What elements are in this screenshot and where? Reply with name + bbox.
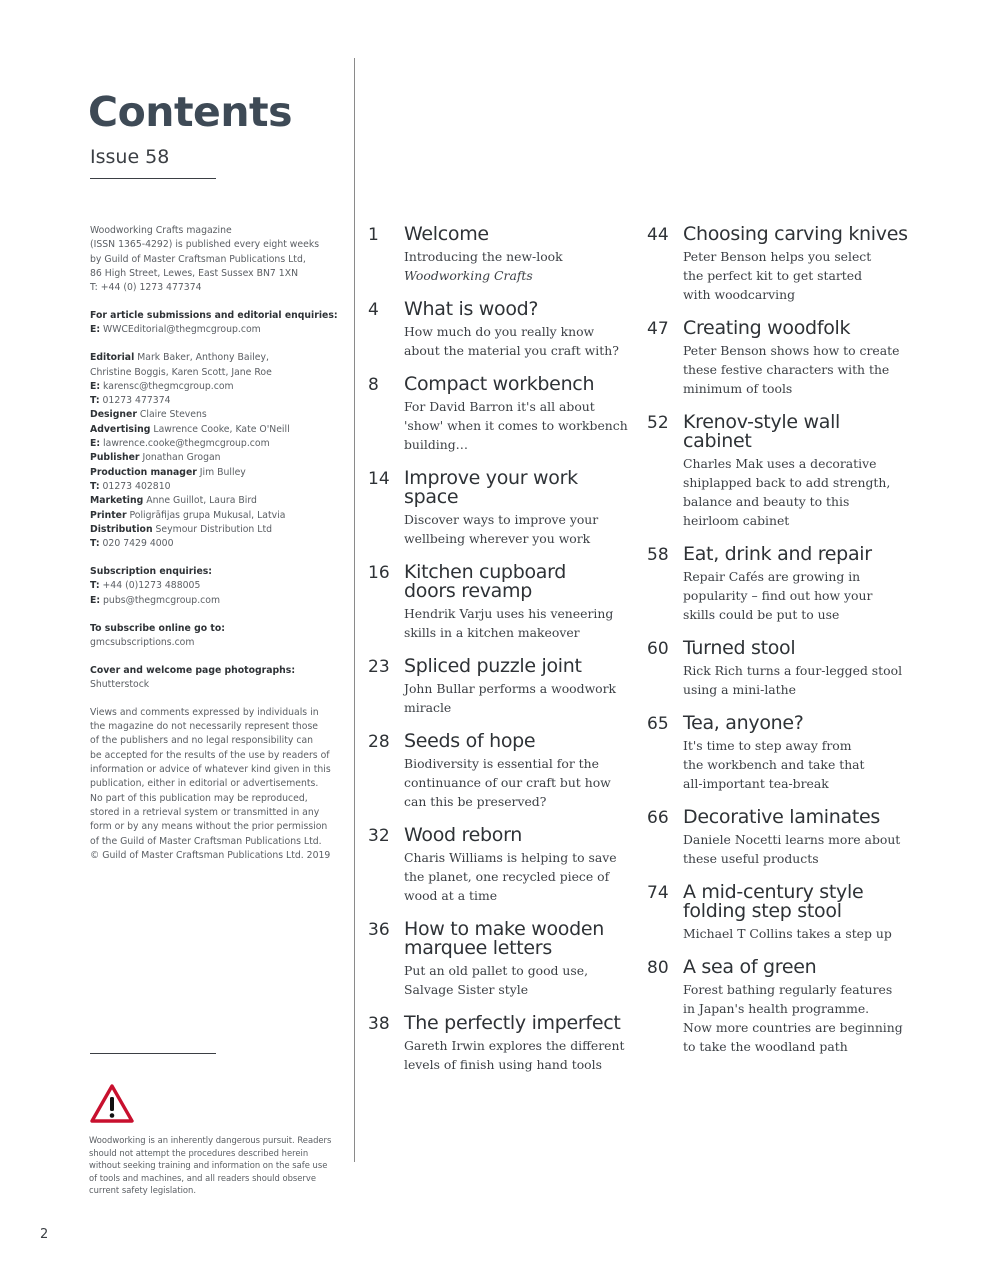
masthead-label: For article submissions and editorial enquiries: xyxy=(90,310,338,322)
masthead-label: Advertising xyxy=(90,423,151,435)
masthead-label: T: xyxy=(90,580,100,592)
masthead-line: the magazine do not necessarily represent those xyxy=(90,721,319,733)
entry-description: Discover ways to improve your wellbeing wherever you work xyxy=(404,512,599,546)
entry-description: Daniele Nocetti learns more about these useful products xyxy=(683,832,901,866)
masthead-line: T: +44 (0)1273 488005 xyxy=(90,580,201,592)
contents-entry[interactable] xyxy=(368,824,628,905)
masthead-label: To subscribe online go to: xyxy=(90,622,225,634)
masthead-label: Cover and welcome page photographs: xyxy=(90,664,296,676)
masthead-label: T: xyxy=(90,538,100,550)
masthead-line: gmcsubscriptions.com xyxy=(90,636,195,648)
entry-page-number: 58 xyxy=(647,545,669,565)
entry-description: Put an old pallet to good use, Salvage Sister style xyxy=(404,963,589,997)
masthead-line xyxy=(90,664,334,678)
masthead-line: 86 High Street, Lewes, East Sussex BN7 1XN xyxy=(90,267,299,279)
masthead-label: Publisher xyxy=(90,452,140,464)
contents-entry[interactable] xyxy=(368,1012,628,1074)
title-rule xyxy=(90,178,216,179)
masthead-line: stored in a retrieval system or transmitted in any xyxy=(90,806,320,818)
entry-title: What is wood? xyxy=(404,298,539,320)
masthead-line: Production manager Jim Bulley xyxy=(90,466,246,478)
masthead-label: Printer xyxy=(90,509,127,521)
masthead-line: E: karensc@thegmcgroup.com xyxy=(90,380,234,392)
entry-page-number: 32 xyxy=(368,826,390,846)
entry-title: Eat, drink and repair xyxy=(683,543,872,565)
masthead-line: Publisher Jonathan Grogan xyxy=(90,452,221,464)
entry-description: Charis Williams is helping to save the planet, one recycled piece of wood at a time xyxy=(404,850,617,903)
entry-description: Hendrik Varju uses his veneering skills in a kitchen makeover xyxy=(404,606,614,640)
entry-title: Compact workbench xyxy=(404,373,595,395)
entry-title: How to make wooden marquee letters xyxy=(404,918,604,959)
contents-entry[interactable] xyxy=(647,317,947,398)
warning-line: of tools and machines, and all readers should observe xyxy=(89,1172,316,1183)
warning-line: should not attempt the procedures described herein xyxy=(89,1147,309,1158)
entry-page-number: 65 xyxy=(647,714,669,734)
masthead-line: Distribution Seymour Distribution Ltd xyxy=(90,523,272,535)
entry-description: Peter Benson shows how to create these festive characters with the minimum of tools xyxy=(683,343,900,396)
entry-description: Rick Rich turns a four-legged stool using a mini-lathe xyxy=(683,663,903,697)
entry-title: Tea, anyone? xyxy=(683,712,804,734)
entry-page-number: 38 xyxy=(368,1014,390,1034)
entry-page-number: 52 xyxy=(647,413,669,433)
masthead-line: E: WWCEditorial@thegmcgroup.com xyxy=(90,324,261,336)
masthead-label: T: xyxy=(90,480,100,492)
masthead-label: Marketing xyxy=(90,495,144,507)
contents-entry[interactable] xyxy=(368,223,628,285)
page-title: Contents xyxy=(88,88,293,136)
masthead-line: E: pubs@thegmcgroup.com xyxy=(90,594,221,606)
masthead-label: Subscription enquiries: xyxy=(90,566,213,578)
masthead-line xyxy=(90,309,338,323)
contents-entry[interactable] xyxy=(647,806,947,868)
masthead-line: form or by any means without the prior permission xyxy=(90,821,328,833)
masthead-label: Distribution xyxy=(90,523,153,535)
entry-page-number: 80 xyxy=(647,958,669,978)
masthead-line: Shutterstock xyxy=(90,678,150,690)
contents-entry[interactable] xyxy=(368,298,628,360)
entry-description: Charles Mak uses a decorative shiplapped back to add strength, balance and beauty to this heirloom cabinet xyxy=(683,456,891,528)
entry-title: Spliced puzzle joint xyxy=(404,655,582,677)
masthead-line: Designer Claire Stevens xyxy=(90,409,207,421)
entry-title: Kitchen cupboard doors revamp xyxy=(404,561,567,602)
masthead-line: Christine Boggis, Karen Scott, Jane Roe xyxy=(90,366,272,378)
masthead-label: E: xyxy=(90,380,101,392)
masthead-block xyxy=(90,706,334,863)
masthead-line: information or advice of whatever kind given in this xyxy=(90,764,331,776)
entry-title: The perfectly imperfect xyxy=(404,1012,621,1034)
contents-entry[interactable] xyxy=(647,881,947,943)
masthead-line xyxy=(90,622,334,636)
masthead-label: Production manager xyxy=(90,466,197,478)
contents-entry[interactable] xyxy=(368,561,628,642)
masthead-line: Printer Poligrāfijas grupa Mukusal, Latvia xyxy=(90,509,286,521)
entry-page-number: 16 xyxy=(368,563,390,583)
masthead-block xyxy=(90,664,334,693)
masthead-line: Woodworking Crafts magazine xyxy=(90,225,232,236)
entry-description: Peter Benson helps you select the perfect kit to get started with woodcarving xyxy=(683,249,872,302)
contents-entry[interactable] xyxy=(368,918,628,999)
entry-description: Gareth Irwin explores the different levels of finish using hand tools xyxy=(404,1038,625,1072)
masthead-line: Marketing Anne Guillot, Laura Bird xyxy=(90,495,257,507)
contents-entry[interactable] xyxy=(647,956,947,1056)
entry-description: For David Barron it's all about 'show' when it comes to workbench building… xyxy=(404,399,628,452)
entry-page-number: 60 xyxy=(647,639,669,659)
contents-entry[interactable] xyxy=(647,712,947,793)
contents-column-left xyxy=(368,223,628,1087)
entry-description: Repair Cafés are growing in popularity – find out how your skills could be put to use xyxy=(683,569,873,622)
entry-description: Michael T Collins takes a step up xyxy=(683,926,892,941)
entry-description: It's time to step away from the workbench and take that all-important tea-break xyxy=(683,738,865,791)
masthead-line: of the Guild of Master Craftsman Publications Ltd. xyxy=(90,835,322,847)
entry-page-number: 14 xyxy=(368,469,390,489)
column-divider xyxy=(354,58,355,1162)
masthead-line: T: +44 (0) 1273 477374 xyxy=(90,282,202,294)
masthead-block xyxy=(90,224,334,295)
entry-title: A sea of green xyxy=(683,956,817,978)
masthead-label: E: xyxy=(90,594,101,606)
masthead-line: Editorial Mark Baker, Anthony Bailey, xyxy=(90,352,269,364)
entry-page-number: 47 xyxy=(647,319,669,339)
masthead-label: T: xyxy=(90,395,100,407)
masthead-block xyxy=(90,351,334,551)
entry-title: Welcome xyxy=(404,223,489,245)
masthead-block xyxy=(90,309,338,338)
entry-description: John Bullar performs a woodwork miracle xyxy=(404,681,617,715)
entry-description: Introducing the new-look Woodworking Crafts xyxy=(404,249,563,283)
masthead-block xyxy=(90,622,334,651)
entry-page-number: 74 xyxy=(647,883,669,903)
masthead-line: No part of this publication may be reproduced, xyxy=(90,792,308,804)
masthead-line: publication, either in editorial or advertisements. xyxy=(90,778,319,790)
footer-rule xyxy=(90,1053,216,1054)
entry-title: A mid-century style folding step stool xyxy=(683,881,864,922)
warning-line: current safety legislation. xyxy=(89,1185,197,1196)
masthead-line: T: 01273 477374 xyxy=(90,395,171,407)
entry-page-number: 23 xyxy=(368,657,390,677)
entry-page-number: 8 xyxy=(368,375,379,395)
masthead-line: by Guild of Master Craftsman Publications Ltd, xyxy=(90,253,306,265)
entry-page-number: 36 xyxy=(368,920,390,940)
masthead-line: Advertising Lawrence Cooke, Kate O'Neill xyxy=(90,423,290,435)
warning-line: without seeking training and information on the safe use xyxy=(89,1160,328,1171)
contents-entry[interactable] xyxy=(647,543,947,624)
entry-description: How much do you really know about the material you craft with? xyxy=(404,324,619,358)
entry-title: Krenov-style wall cabinet xyxy=(683,411,841,452)
entry-description: Forest bathing regularly features in Japan's health programme. Now more countries are beginning to take the woodland path xyxy=(683,982,903,1054)
masthead-line: be accepted for the results of the use by readers of xyxy=(90,749,330,761)
entry-page-number: 4 xyxy=(368,300,379,320)
entry-title: Decorative laminates xyxy=(683,806,880,828)
issue-number: Issue 58 xyxy=(90,146,170,168)
masthead-line: Views and comments expressed by individuals in xyxy=(90,706,319,718)
contents-entry[interactable] xyxy=(647,637,947,699)
masthead-line xyxy=(90,565,334,579)
masthead-label: E: xyxy=(90,324,101,336)
contents-column-right xyxy=(647,223,947,1069)
page-number: 2 xyxy=(40,1227,49,1242)
entry-title: Seeds of hope xyxy=(404,730,536,752)
contents-entry[interactable] xyxy=(647,223,947,304)
entry-title: Turned stool xyxy=(683,637,796,659)
masthead-line: © Guild of Master Craftsman Publications Ltd. 2019 xyxy=(90,849,331,861)
entry-description: Biodiversity is essential for the continuance of our craft but how can this be preserved? xyxy=(404,756,611,809)
masthead-line: of the publishers and no legal responsibility can xyxy=(90,735,314,747)
entry-title: Improve your work space xyxy=(404,467,578,508)
warning-line: Woodworking is an inherently dangerous pursuit. Readers xyxy=(89,1135,332,1145)
contents-entry[interactable] xyxy=(368,655,628,717)
masthead-block xyxy=(90,565,334,608)
contents-entry[interactable] xyxy=(368,467,628,548)
masthead-label: E: xyxy=(90,438,101,450)
masthead-line: (ISSN 1365-4292) is published every eight weeks xyxy=(90,239,320,251)
masthead-label: Editorial xyxy=(90,352,135,364)
masthead-line: T: 020 7429 4000 xyxy=(90,538,174,550)
entry-title: Wood reborn xyxy=(404,824,523,846)
masthead-info xyxy=(90,224,338,877)
entry-title: Creating woodfolk xyxy=(683,317,851,339)
entry-page-number: 66 xyxy=(647,808,669,828)
contents-entry[interactable] xyxy=(368,373,628,454)
entry-page-number: 28 xyxy=(368,732,390,752)
contents-entry[interactable] xyxy=(647,411,947,530)
warning-triangle-icon xyxy=(89,1083,135,1124)
entry-title: Choosing carving knives xyxy=(683,223,908,245)
masthead-line: T: 01273 402810 xyxy=(90,480,171,492)
entry-page-number: 44 xyxy=(647,225,669,245)
masthead-line: E: lawrence.cooke@thegmcgroup.com xyxy=(90,438,270,450)
entry-page-number: 1 xyxy=(368,225,379,245)
contents-entry[interactable] xyxy=(368,730,628,811)
masthead-label: Designer xyxy=(90,409,137,421)
safety-warning xyxy=(89,1134,339,1197)
